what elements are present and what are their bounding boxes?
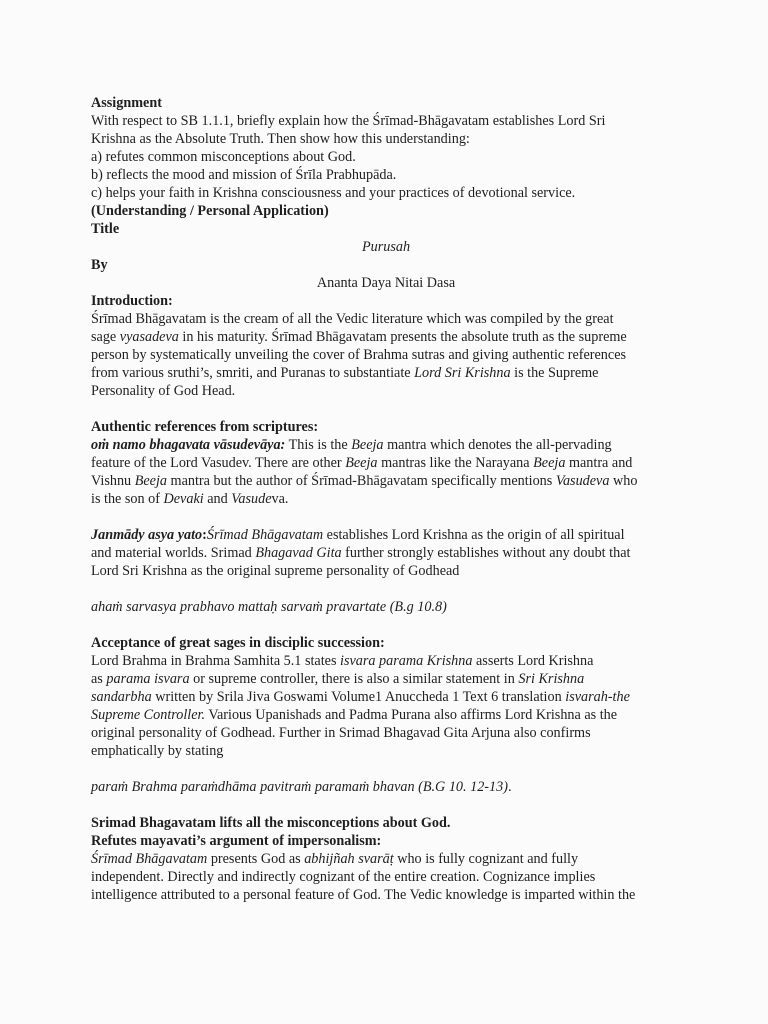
intro-line — [91, 364, 681, 382]
text-run: . — [507, 779, 512, 795]
text-run: Various Upanishads and Padma Purana also affirms Lord Krishna as the — [205, 707, 618, 723]
intro-heading: Introduction: — [91, 293, 173, 309]
refs-line — [91, 472, 681, 490]
question-item-b: b) reflects the mood and mission of Śrīla Prabhupāda. — [91, 167, 397, 183]
misc-line — [91, 850, 681, 868]
text-run: feature of the Lord Vasudev. There are other — [91, 455, 346, 471]
verse-heading: Janmādy asya yato — [91, 527, 203, 543]
text-run-italic: abhijñah svarāṭ — [304, 851, 394, 867]
text-run: is the Supreme — [510, 365, 599, 381]
paragraph-gap — [91, 400, 681, 418]
question-item-c: c) helps your faith in Krishna consciousness and your practices of devotional service. — [91, 185, 576, 201]
misconceptions-heading: Srimad Bhagavatam lifts all the misconceptions about God. — [91, 815, 451, 831]
misc-line: independent. Directly and indirectly cognizant of the entire creation. Cognizance implies — [91, 869, 596, 885]
refs-line — [91, 454, 681, 472]
text-run: va. — [271, 491, 289, 507]
text-run-italic: Beeja — [533, 455, 566, 471]
text-run: written by Srila Jiva Goswami Volume1 Anuccheda 1 Text 6 translation — [151, 689, 566, 705]
text-run-italic: paraṁ Brahma paraṁdhāma pavitraṁ paramaṁ bhavan (B.G 10. 12-13) — [91, 779, 508, 795]
intro-line — [91, 328, 681, 346]
text-run: establishes Lord Krishna as the origin of all spiritual — [323, 527, 625, 543]
by-label: By — [91, 257, 108, 273]
intro-line: Śrīmad Bhāgavatam is the cream of all the Vedic literature which was compiled by the great — [91, 311, 614, 327]
text-run: mantras like the Narayana — [377, 455, 534, 471]
sages-line — [91, 652, 681, 670]
intro-line: Personality of God Head. — [91, 383, 236, 399]
text-run-italic: Vasudeva — [555, 473, 610, 489]
text-run: or supreme controller, there is also a similar statement in — [189, 671, 519, 687]
sages-line — [91, 670, 681, 688]
verse-quote: ahaṁ sarvasya prabhavo mattaḥ sarvaṁ pravartate (B.g 10.8) — [91, 599, 447, 615]
refs-line — [91, 436, 681, 454]
text-run-italic: Beeja — [345, 455, 378, 471]
text-run: presents God as — [207, 851, 305, 867]
paragraph-gap — [91, 616, 681, 634]
verse-quote — [91, 778, 681, 796]
text-run-bold: : — [202, 527, 207, 543]
paragraph-gap — [91, 796, 681, 814]
janma-line — [91, 544, 681, 562]
title-label: Title — [91, 221, 120, 237]
janma-line — [91, 526, 681, 544]
text-run-italic: Lord Sri Krishna — [414, 365, 511, 381]
question-line: Krishna as the Absolute Truth. Then show how this understanding: — [91, 131, 470, 147]
mantra-text: oṁ namo bhagavata vāsudevāya: — [91, 437, 286, 453]
text-run-italic: sandarbha — [91, 689, 152, 705]
text-run: Lord Brahma in Brahma Samhita 5.1 states — [91, 653, 341, 669]
category-label: (Understanding / Personal Application) — [91, 203, 329, 219]
question-line: With respect to SB 1.1.1, briefly explain how the Śrīmad-Bhāgavatam establishes Lord Sri — [91, 113, 606, 129]
text-run: is the son of — [91, 491, 164, 507]
text-run-italic: Śrīmad Bhāgavatam — [91, 851, 208, 867]
intro-line: person by systematically unveiling the cover of Brahma sutras and giving authentic references — [91, 347, 627, 363]
janma-line: Lord Sri Krishna as the original supreme personality of Godhead — [91, 563, 460, 579]
sages-line: original personality of Godhead. Further in Srimad Bhagavad Gita Arjuna also confirms — [91, 725, 591, 741]
paragraph-gap — [91, 580, 681, 598]
text-run-italic: isvarah-the — [565, 689, 630, 705]
impersonalism-heading: Refutes mayavati’s argument of impersonalism: — [91, 833, 382, 849]
text-run-italic: Vasude — [231, 491, 272, 507]
text-run-italic: Bhagavad Gita — [255, 545, 342, 561]
refs-line — [91, 490, 681, 508]
sages-line — [91, 688, 681, 706]
question-item-a: a) refutes common misconceptions about God. — [91, 149, 356, 165]
document-body — [91, 94, 681, 904]
text-run-italic: Sri Krishna — [518, 671, 585, 687]
text-run: who is fully cognizant and fully — [393, 851, 579, 867]
misc-line: intelligence attributed to a personal feature of God. The Vedic knowledge is imparted within the — [91, 887, 636, 903]
text-run: Vishnu — [91, 473, 135, 489]
text-run: mantra which denotes the all-pervading — [383, 437, 612, 453]
document-title: Purusah — [361, 239, 411, 255]
text-run: who — [609, 473, 638, 489]
paragraph-gap — [91, 760, 681, 778]
text-run-italic: vyasadeva — [119, 329, 179, 345]
text-run: in his maturity. Śrīmad Bhāgavatam presents the absolute truth as the supreme — [178, 329, 627, 345]
text-run-italic: parama isvara — [106, 671, 190, 687]
text-run: sage — [91, 329, 120, 345]
text-run: and — [203, 491, 232, 507]
author-name: Ananta Daya Nitai Dasa — [316, 275, 456, 291]
text-run: from various sruthi’s, smriti, and Puranas to substantiate — [91, 365, 415, 381]
text-run-italic: Beeja — [134, 473, 167, 489]
text-run-italic: Beeja — [351, 437, 384, 453]
text-run: as — [91, 671, 107, 687]
text-run-italic: Devaki — [163, 491, 204, 507]
text-run-italic: isvara parama Krishna — [340, 653, 473, 669]
text-run: further strongly establishes without any doubt that — [341, 545, 631, 561]
text-run: and material worlds. Srimad — [91, 545, 256, 561]
text-run: asserts Lord Krishna — [472, 653, 594, 669]
refs-heading: Authentic references from scriptures: — [91, 419, 319, 435]
text-run-italic: Śrīmad Bhāgavatam — [206, 527, 324, 543]
sages-heading: Acceptance of great sages in disciplic succession: — [91, 635, 385, 651]
text-run: mantra and — [565, 455, 633, 471]
sages-line: emphatically by stating — [91, 743, 224, 759]
text-run-italic: Supreme Controller. — [91, 707, 206, 723]
text-run: This is the — [285, 437, 352, 453]
sages-line — [91, 706, 681, 724]
assignment-heading: Assignment — [91, 95, 162, 111]
paragraph-gap — [91, 508, 681, 526]
text-run: mantra but the author of Śrīmad-Bhāgavatam specifically mentions — [166, 473, 556, 489]
